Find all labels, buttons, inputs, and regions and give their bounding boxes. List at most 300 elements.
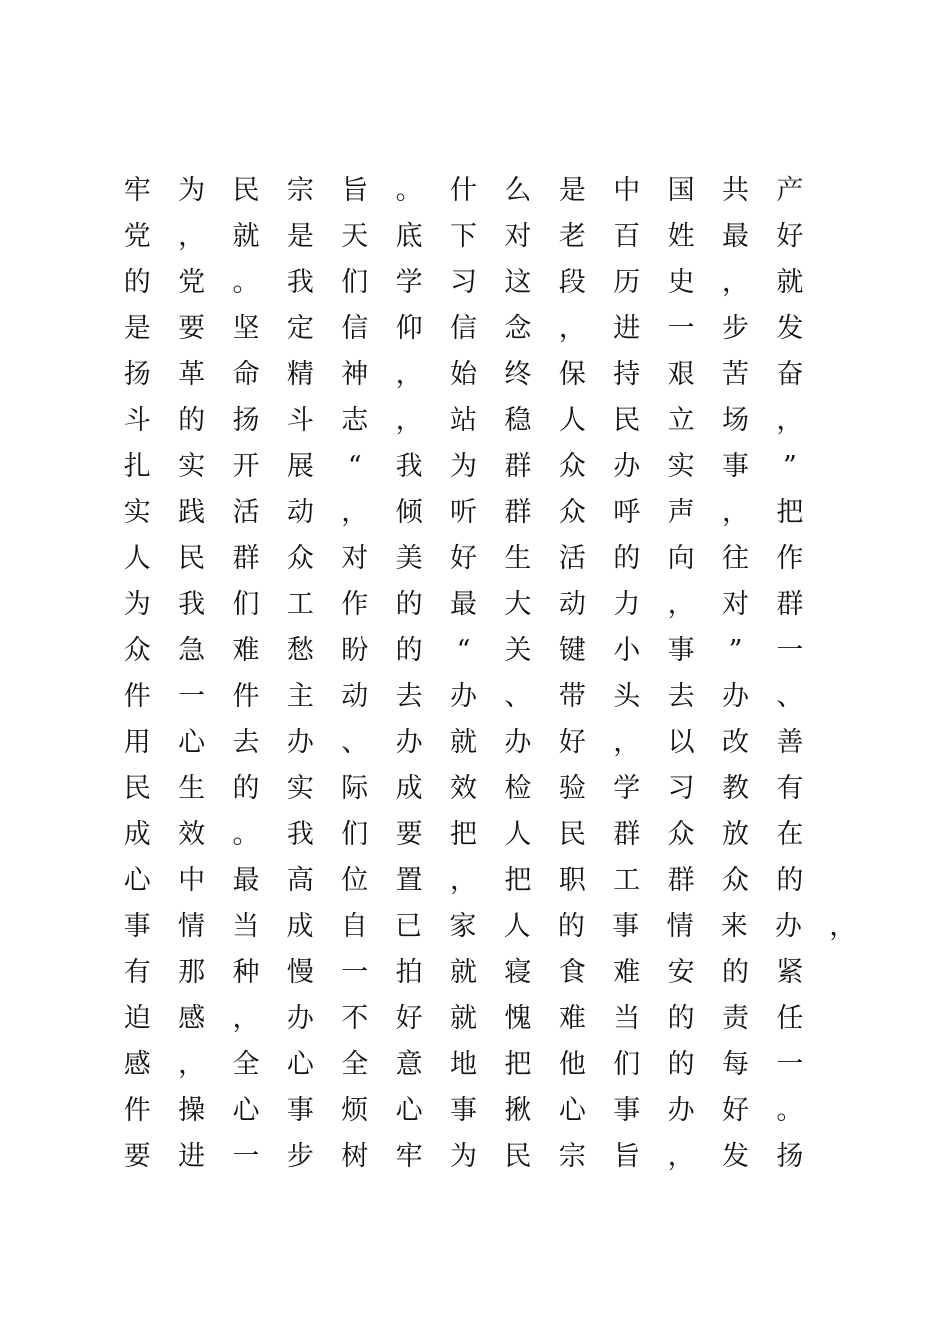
- text-char: 党: [178, 267, 206, 298]
- text-char: 对: [341, 543, 369, 574]
- text-char: 心: [558, 1095, 586, 1126]
- text-char: 民: [613, 405, 641, 436]
- text-char: 要: [123, 1141, 151, 1172]
- text-char: 教: [721, 773, 749, 804]
- text-char: 就: [232, 221, 260, 252]
- text-char: 急: [178, 635, 206, 666]
- text-char: 有: [123, 957, 151, 988]
- text-char: 成: [123, 819, 151, 850]
- text-char: 办: [613, 451, 641, 482]
- text-char: 牢: [395, 1141, 423, 1172]
- text-char: 扬: [123, 359, 151, 390]
- text-char: ，: [395, 359, 423, 390]
- text-char: 作: [341, 589, 369, 620]
- text-char: 苦: [721, 359, 749, 390]
- text-char: 我: [286, 819, 314, 850]
- text-char: 实: [123, 497, 151, 528]
- text-char: 键: [558, 635, 586, 666]
- text-char: 办: [667, 1095, 695, 1126]
- text-char: 难: [232, 635, 260, 666]
- text-char: 。: [395, 175, 423, 206]
- text-char: 艰: [667, 359, 695, 390]
- text-char: 为: [178, 175, 206, 206]
- text-line: [110, 950, 870, 996]
- text-char: 们: [613, 1049, 641, 1080]
- text-char: 姓: [667, 221, 695, 252]
- text-char: 放: [721, 819, 749, 850]
- text-char: 的: [776, 865, 804, 896]
- text-char: 众: [721, 865, 749, 896]
- text-char: 人: [503, 911, 531, 942]
- text-char: 下: [450, 221, 478, 252]
- text-char: 件: [123, 1095, 151, 1126]
- text-char: 心: [178, 727, 206, 758]
- text-char: 产: [776, 175, 804, 206]
- text-char: 好: [721, 1095, 749, 1126]
- text-char: 践: [178, 497, 206, 528]
- text-char: 善: [776, 727, 804, 758]
- text-char: 最: [450, 589, 478, 620]
- text-char: 活: [558, 543, 586, 574]
- text-char: 学: [613, 773, 641, 804]
- text-char: 最: [232, 865, 260, 896]
- text-char: 天: [341, 221, 369, 252]
- text-char: 对: [721, 589, 749, 620]
- text-char: 事: [667, 635, 695, 666]
- text-char: 实: [667, 451, 695, 482]
- text-char: 置: [395, 865, 423, 896]
- text-char: 任: [776, 1003, 804, 1034]
- text-char: 小: [613, 635, 641, 666]
- text-char: 的: [557, 911, 585, 942]
- text-char: 牢: [123, 175, 151, 206]
- text-char: 史: [667, 267, 695, 298]
- text-char: 的: [721, 957, 749, 988]
- text-line: [110, 490, 870, 536]
- text-char: ，: [232, 1003, 260, 1034]
- text-char: 难: [613, 957, 641, 988]
- text-char: 是: [558, 175, 586, 206]
- text-char: 地: [450, 1049, 478, 1080]
- text-char: 成: [395, 773, 423, 804]
- text-char: 际: [341, 773, 369, 804]
- text-char: 定: [286, 313, 314, 344]
- text-char: 安: [667, 957, 695, 988]
- text-char: 愧: [504, 1003, 532, 1034]
- text-char: 学: [395, 267, 423, 298]
- text-line: [110, 352, 870, 398]
- text-line: [110, 858, 870, 904]
- text-char: 的: [667, 1003, 695, 1034]
- text-char: 关: [504, 635, 532, 666]
- text-char: 共: [721, 175, 749, 206]
- text-char: 民: [558, 819, 586, 850]
- text-char: 奋: [776, 359, 804, 390]
- text-char: 全: [232, 1049, 260, 1080]
- text-char: 生: [178, 773, 206, 804]
- text-char: 事: [613, 1095, 641, 1126]
- text-char: 民: [232, 175, 260, 206]
- text-char: “: [347, 451, 362, 482]
- text-char: 扬: [776, 1141, 804, 1172]
- text-char: 每: [721, 1049, 749, 1080]
- text-char: ，: [450, 865, 478, 896]
- text-char: 效: [178, 819, 206, 850]
- text-char: 为: [123, 589, 151, 620]
- text-char: 在: [776, 819, 804, 850]
- text-char: 保: [558, 359, 586, 390]
- text-char: 好: [776, 221, 804, 252]
- text-char: 动: [341, 681, 369, 712]
- text-char: 烦: [341, 1095, 369, 1126]
- text-char: 位: [341, 865, 369, 896]
- text-char: 的: [667, 1049, 695, 1080]
- text-char: 责: [721, 1003, 749, 1034]
- text-char: 一: [776, 1049, 804, 1080]
- text-char: 的: [613, 543, 641, 574]
- text-char: 要: [178, 313, 206, 344]
- text-char: 心: [123, 865, 151, 896]
- text-char: 实: [178, 451, 206, 482]
- text-char: 中: [613, 175, 641, 206]
- text-char: 仰: [395, 313, 423, 344]
- text-char: 命: [232, 359, 260, 390]
- text-char: 事: [450, 1095, 478, 1126]
- text-char: 、: [504, 681, 532, 712]
- text-line: [110, 582, 870, 628]
- text-char: 持: [613, 359, 641, 390]
- text-char: 的: [395, 635, 423, 666]
- text-char: 种: [232, 957, 260, 988]
- text-char: 为: [450, 451, 478, 482]
- text-char: 的: [232, 773, 260, 804]
- text-char: 斗: [123, 405, 151, 436]
- text-char: 呼: [613, 497, 641, 528]
- text-char: 把: [504, 1049, 532, 1080]
- text-line: [110, 996, 870, 1042]
- text-char: 民: [504, 1141, 532, 1172]
- text-char: ，: [558, 313, 586, 344]
- text-char: 办: [450, 681, 478, 712]
- text-char: 寝: [504, 957, 532, 988]
- text-char: 展: [286, 451, 314, 482]
- text-char: 动: [286, 497, 314, 528]
- text-char: 念: [504, 313, 532, 344]
- text-char: 当: [232, 911, 260, 942]
- text-char: 动: [558, 589, 586, 620]
- text-char: 最: [721, 221, 749, 252]
- text-char: 效: [450, 773, 478, 804]
- text-char: 把: [450, 819, 478, 850]
- text-char: ，: [721, 267, 749, 298]
- text-char: 事: [612, 911, 640, 942]
- text-char: “: [456, 635, 471, 666]
- text-char: 盼: [341, 635, 369, 666]
- text-char: 操: [178, 1095, 206, 1126]
- text-char: 发: [776, 313, 804, 344]
- text-char: 事: [123, 911, 151, 942]
- text-char: 办: [286, 1003, 314, 1034]
- text-char: 去: [395, 681, 423, 712]
- text-char: 民: [123, 773, 151, 804]
- text-char: ，: [178, 1049, 206, 1080]
- text-char: 美: [395, 543, 423, 574]
- text-char: ，: [667, 1141, 695, 1172]
- text-line: [110, 904, 870, 950]
- text-char: 稳: [504, 405, 532, 436]
- text-char: 人: [504, 819, 532, 850]
- text-char: 人: [123, 543, 151, 574]
- text-char: 活: [232, 497, 260, 528]
- text-char: 中: [178, 865, 206, 896]
- text-char: 。: [776, 1095, 804, 1126]
- text-char: ”: [782, 451, 797, 482]
- text-line: [110, 214, 870, 260]
- text-char: 紧: [776, 957, 804, 988]
- text-char: 事: [721, 451, 749, 482]
- text-char: 那: [178, 957, 206, 988]
- text-char: 众: [558, 451, 586, 482]
- text-char: 倾: [395, 497, 423, 528]
- text-char: 慢: [286, 957, 314, 988]
- text-char: ，: [613, 727, 641, 758]
- text-char: 习: [450, 267, 478, 298]
- text-char: 的: [123, 267, 151, 298]
- text-char: 的: [178, 405, 206, 436]
- text-char: 工: [613, 865, 641, 896]
- text-char: ，: [667, 589, 695, 620]
- text-char: 站: [450, 405, 478, 436]
- text-char: 我: [395, 451, 423, 482]
- text-char: 把: [776, 497, 804, 528]
- text-char: 家: [449, 911, 477, 942]
- text-char: 就: [776, 267, 804, 298]
- text-char: 检: [504, 773, 532, 804]
- text-char: 事: [286, 1095, 314, 1126]
- text-char: 革: [178, 359, 206, 390]
- text-line: [110, 674, 870, 720]
- text-char: 国: [667, 175, 695, 206]
- text-char: 对: [504, 221, 532, 252]
- text-char: 改: [721, 727, 749, 758]
- text-char: 我: [178, 589, 206, 620]
- text-char: 听: [450, 497, 478, 528]
- text-char: 群: [613, 819, 641, 850]
- text-char: 进: [178, 1141, 206, 1172]
- text-char: 他: [558, 1049, 586, 1080]
- text-char: 场: [721, 405, 749, 436]
- text-line: [110, 812, 870, 858]
- text-char: 办: [395, 727, 423, 758]
- text-char: 这: [504, 267, 532, 298]
- text-char: 坚: [232, 313, 260, 344]
- text-char: ，: [721, 497, 749, 528]
- text-char: 底: [395, 221, 423, 252]
- text-char: 工: [286, 589, 314, 620]
- text-char: 办: [721, 681, 749, 712]
- text-char: 步: [721, 313, 749, 344]
- text-char: 们: [341, 267, 369, 298]
- text-char: 以: [667, 727, 695, 758]
- text-line: [110, 1134, 870, 1180]
- text-char: 什: [450, 175, 478, 206]
- text-char: 来: [720, 911, 748, 942]
- text-char: 带: [558, 681, 586, 712]
- text-char: 人: [558, 405, 586, 436]
- text-char: 我: [286, 267, 314, 298]
- body-text: [110, 168, 870, 1180]
- text-line: [110, 628, 870, 674]
- text-char: 进: [613, 313, 641, 344]
- text-char: 要: [395, 819, 423, 850]
- text-char: 、: [776, 681, 804, 712]
- text-char: 去: [667, 681, 695, 712]
- text-char: 为: [450, 1141, 478, 1172]
- text-char: 食: [558, 957, 586, 988]
- text-line: [110, 720, 870, 766]
- text-char: 是: [286, 221, 314, 252]
- text-char: ，: [178, 221, 206, 252]
- text-char: 揪: [504, 1095, 532, 1126]
- text-char: 扬: [232, 405, 260, 436]
- text-char: 件: [123, 681, 151, 712]
- text-char: ，: [829, 911, 857, 942]
- text-char: 当: [613, 1003, 641, 1034]
- text-char: ，: [341, 497, 369, 528]
- text-char: 民: [178, 543, 206, 574]
- text-char: 大: [504, 589, 532, 620]
- text-line: [110, 1042, 870, 1088]
- text-char: 习: [667, 773, 695, 804]
- text-char: 扎: [123, 451, 151, 482]
- text-char: 老: [558, 221, 586, 252]
- text-char: 一: [178, 681, 206, 712]
- text-char: 全: [341, 1049, 369, 1080]
- text-char: 是: [123, 313, 151, 344]
- text-char: 力: [613, 589, 641, 620]
- text-char: 、: [341, 727, 369, 758]
- text-char: 神: [341, 359, 369, 390]
- text-char: 段: [558, 267, 586, 298]
- text-char: 群: [504, 451, 532, 482]
- text-char: 已: [395, 911, 423, 942]
- text-char: 众: [123, 635, 151, 666]
- text-char: 用: [123, 727, 151, 758]
- text-char: 就: [450, 957, 478, 988]
- text-char: 主: [286, 681, 314, 712]
- text-char: 旨: [613, 1141, 641, 1172]
- text-char: 一: [341, 957, 369, 988]
- text-char: 步: [286, 1141, 314, 1172]
- text-char: 高: [286, 865, 314, 896]
- text-char: 。: [232, 819, 260, 850]
- text-char: 精: [286, 359, 314, 390]
- text-char: 发: [721, 1141, 749, 1172]
- text-char: 百: [613, 221, 641, 252]
- text-char: 感: [123, 1049, 151, 1080]
- text-char: 开: [232, 451, 260, 482]
- text-line: [110, 766, 870, 812]
- text-char: 头: [613, 681, 641, 712]
- text-char: 众: [558, 497, 586, 528]
- text-char: 群: [776, 589, 804, 620]
- text-char: 始: [450, 359, 478, 390]
- text-line: [110, 168, 870, 214]
- text-char: 生: [504, 543, 532, 574]
- text-char: 办: [286, 727, 314, 758]
- text-char: 办: [504, 727, 532, 758]
- text-char: 好: [395, 1003, 423, 1034]
- text-char: 就: [450, 1003, 478, 1034]
- text-char: 件: [232, 681, 260, 712]
- text-line: [110, 536, 870, 582]
- text-char: 愁: [286, 635, 314, 666]
- text-char: 去: [232, 727, 260, 758]
- text-char: 职: [558, 865, 586, 896]
- text-char: 作: [776, 543, 804, 574]
- text-line: [110, 1088, 870, 1134]
- text-char: 声: [667, 497, 695, 528]
- text-char: 们: [232, 589, 260, 620]
- text-char: 一: [776, 635, 804, 666]
- text-char: 群: [232, 543, 260, 574]
- text-char: 就: [450, 727, 478, 758]
- text-char: 有: [776, 773, 804, 804]
- text-line: [110, 306, 870, 352]
- text-char: 党: [123, 221, 151, 252]
- text-char: 众: [286, 543, 314, 574]
- text-char: 心: [232, 1095, 260, 1126]
- text-char: 自: [340, 911, 368, 942]
- text-char: 一: [667, 313, 695, 344]
- text-char: 宗: [558, 1141, 586, 1172]
- text-char: 好: [558, 727, 586, 758]
- text-char: ”: [728, 635, 743, 666]
- text-char: 办: [775, 911, 803, 942]
- text-char: ，: [395, 405, 423, 436]
- text-char: 感: [178, 1003, 206, 1034]
- text-char: 群: [667, 865, 695, 896]
- text-char: 难: [558, 1003, 586, 1034]
- text-char: 不: [341, 1003, 369, 1034]
- text-char: 的: [395, 589, 423, 620]
- text-char: 情: [666, 911, 694, 942]
- text-char: 旨: [341, 175, 369, 206]
- text-char: 么: [504, 175, 532, 206]
- text-char: 们: [341, 819, 369, 850]
- text-char: 志: [341, 405, 369, 436]
- text-char: ，: [776, 405, 804, 436]
- text-char: 验: [558, 773, 586, 804]
- text-char: 信: [341, 313, 369, 344]
- text-char: 成: [286, 911, 314, 942]
- text-char: 向: [667, 543, 695, 574]
- text-char: 群: [504, 497, 532, 528]
- text-char: 立: [667, 405, 695, 436]
- text-char: 历: [613, 267, 641, 298]
- text-line: [110, 260, 870, 306]
- text-char: 实: [286, 773, 314, 804]
- text-line: [110, 444, 870, 490]
- text-char: 好: [450, 543, 478, 574]
- text-line: [110, 398, 870, 444]
- text-char: 心: [395, 1095, 423, 1126]
- text-char: 把: [504, 865, 532, 896]
- text-char: 心: [286, 1049, 314, 1080]
- text-char: 迫: [123, 1003, 151, 1034]
- text-char: 信: [450, 313, 478, 344]
- text-char: 情: [177, 911, 205, 942]
